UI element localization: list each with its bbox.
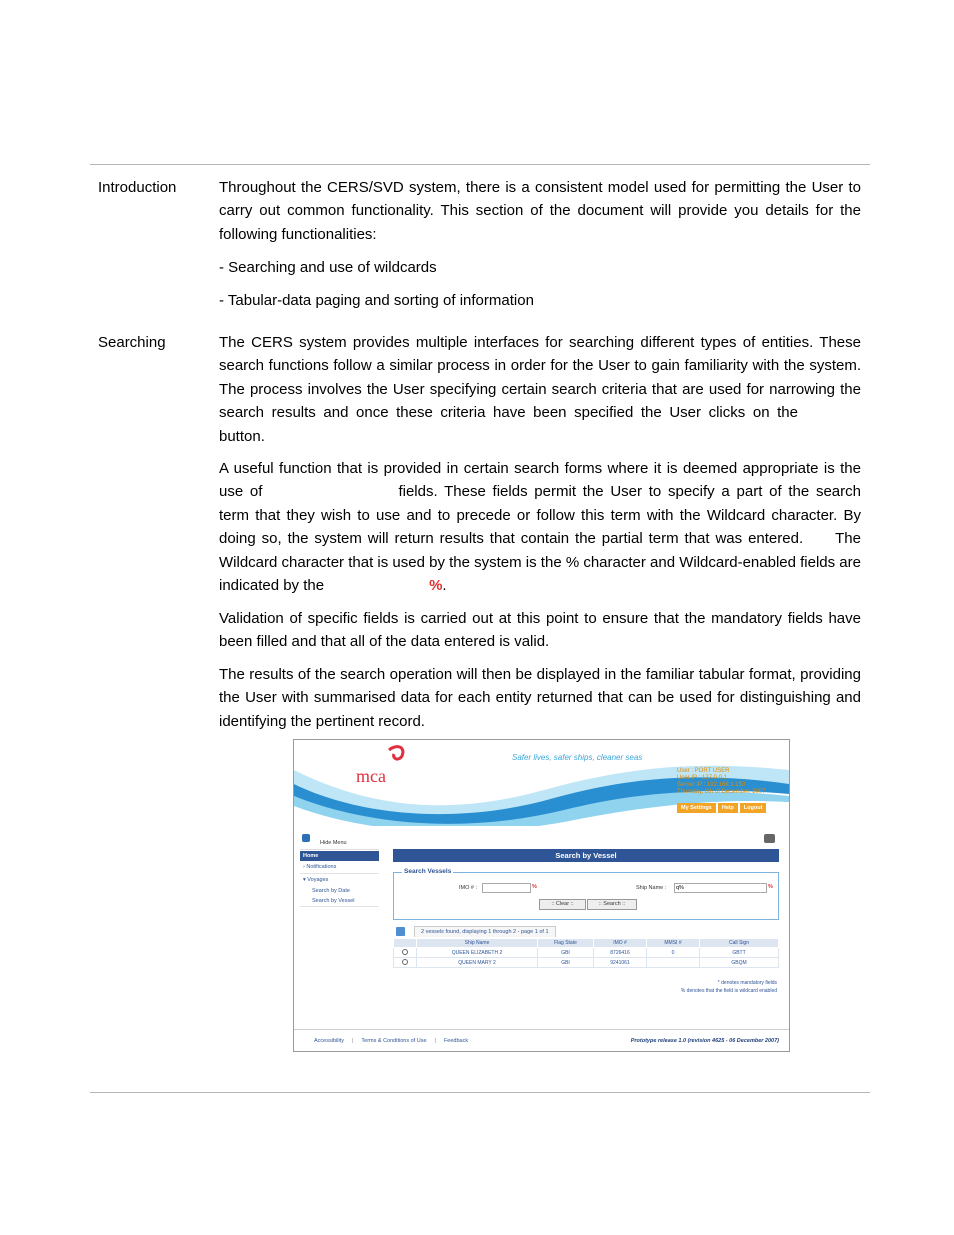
search-vessels-legend: Search Vessels: [404, 868, 452, 875]
footer-links: Accessibility | Terms & Conditions of Use | Feedback: [314, 1038, 469, 1044]
sidebar: [300, 832, 379, 907]
intro-bullet-paging: - Tabular-data paging and sorting of information: [219, 292, 534, 309]
hide-menu-label: Hide Menu: [320, 840, 347, 846]
intro-bullet-searching: - Searching and use of wildcards: [219, 259, 437, 276]
imo-cell: 9241061: [594, 958, 647, 968]
ship-name-label: Ship Name :: [636, 885, 667, 891]
search-button[interactable]: :: Search ::: [587, 899, 637, 910]
results-tab: [393, 926, 779, 938]
wildcard-intro-text: A useful function that is provided in certain search forms where it is deemed appropriate is the use of: [219, 460, 861, 501]
user-line: User : PORT USER: [677, 768, 730, 774]
searching-paragraph-1: [219, 331, 861, 448]
slogan: Safer lives, safer ships, cleaner seas: [512, 753, 643, 762]
column-header-call-sign[interactable]: Call Sign: [700, 939, 779, 948]
ship-name-input[interactable]: q%: [674, 883, 767, 893]
introduction-paragraph: Throughout the CERS/SVD system, there is a consistent model used for permitting the User to carry out common functionality. This section of the document will provide you details for the following functionalities:: [219, 179, 861, 243]
call-sign-cell: GBTT: [700, 948, 779, 958]
user-info: [677, 768, 766, 796]
terms-link[interactable]: Terms & Conditions of Use: [361, 1038, 427, 1044]
searching-paragraph-4: The results of the search operation will then be displayed in the familiar tabular format, providing the User with summarised data for each entity returned that can be used for distinguishing and identifying the pertinent record.: [219, 666, 861, 730]
imo-wildcard-icon: %: [532, 884, 537, 890]
my-settings-button[interactable]: My Settings: [677, 803, 716, 813]
mca-logo: mca: [356, 766, 386, 786]
results-grid-icon: [396, 927, 405, 936]
ship-name-cell: QUEEN MARY 2: [417, 958, 538, 968]
sidebar-item-home[interactable]: Home: [300, 851, 379, 861]
wildcard-explanation-text: fields. These fields permit the User to specify a part of the search term that they wish to use and to precede or follow this term with the Wildcard character. By doing so, the system will return results that contain the partial term that was entered.: [219, 483, 861, 548]
table-header-row: [394, 939, 779, 948]
searching-paragraph-1-text: The CERS system provides multiple interfaces for searching different types of entities. These search functions follow a similar process in order for the User to gain familiarity with the system. The process involves the User specifying certain search criteria that are used for narrowing the search results and once these criteria have been specified the User clicks on the: [219, 334, 861, 422]
results-table: [393, 938, 779, 968]
wildcard-percent-icon: %: [429, 577, 443, 595]
flag-state-cell: GBI: [538, 958, 594, 968]
mmsi-cell: [647, 958, 700, 968]
hide-menu-icon: [302, 834, 310, 842]
column-header-mmsi[interactable]: MMSI #: [647, 939, 700, 948]
help-button[interactable]: Help: [718, 803, 738, 813]
results-summary: 2 vessels found, displaying 1 through 2 - page 1 of 1: [414, 926, 556, 937]
hide-menu-button[interactable]: [300, 832, 379, 850]
introduction-label: Introduction: [98, 179, 177, 196]
bottom-rule: [90, 1092, 870, 1093]
release-info: Prototype release 1.0 (revision 4625 - 06 December 2007): [630, 1038, 779, 1044]
searching-label: Searching: [98, 334, 166, 351]
column-header: [394, 939, 417, 948]
sidebar-item-notifications[interactable]: › Notifications: [300, 861, 379, 874]
view-record-icon[interactable]: [394, 958, 417, 968]
sidebar-item-search-by-vessel[interactable]: Search by Vessel: [300, 896, 379, 907]
searching-paragraph-3: Validation of specific fields is carried out at this point to ensure that the mandatory fields have been filled and that all of the data entered is valid.: [219, 610, 861, 651]
mmsi-cell: 0: [647, 948, 700, 958]
date-line: Thursday, 6th of December, 2007: [677, 789, 766, 795]
header-banner: [294, 740, 789, 826]
footer: [294, 1029, 789, 1052]
call-sign-cell: GBQM: [700, 958, 779, 968]
sidebar-item-search-by-date[interactable]: Search by Date: [312, 888, 350, 894]
print-icon[interactable]: [764, 834, 775, 843]
user-ip-line: User IP : 127.0.0.1: [677, 775, 727, 781]
feedback-link[interactable]: Feedback: [443, 1038, 469, 1044]
imo-label: IMO # :: [459, 885, 478, 891]
ship-name-cell: QUEEN ELIZABETH 2: [417, 948, 538, 958]
table-row: [394, 958, 779, 968]
top-buttons: [677, 803, 766, 813]
table-row: [394, 948, 779, 958]
imo-cell: 8726416: [594, 948, 647, 958]
page-title: Search by Vessel: [393, 849, 779, 862]
wildcard-character-text: The Wildcard character that is used by the system is the % character and Wildcard-enabled fields are indicated by the: [219, 530, 861, 595]
imo-input[interactable]: [482, 883, 531, 893]
top-rule: [90, 164, 870, 165]
search-vessels-form: [393, 868, 779, 920]
search-by-vessel-screenshot: [293, 739, 790, 1052]
logout-button[interactable]: Logout: [740, 803, 767, 813]
accessibility-link[interactable]: Accessibility: [314, 1038, 344, 1044]
view-record-icon[interactable]: [394, 948, 417, 958]
flag-state-cell: GBI: [538, 948, 594, 958]
ship-name-wildcard-icon: %: [768, 884, 773, 890]
server-ip-line: Server IP : 192.168.1.150: [677, 782, 746, 788]
column-header-ship-name[interactable]: Ship Name: [417, 939, 538, 948]
clear-button[interactable]: :: Clear ::: [539, 899, 586, 910]
wildcard-note: % denotes that the field is wildcard enabled: [680, 988, 777, 994]
searching-paragraph-2: A useful function that is provided in certain search forms where it is deemed appropriate is the use of fields. These fields permit the User to specify a part of the search term that they wish to use and to precede or follow this term with the Wildcard character. By doing so, the system will return results that contain the partial term that was entered. The Wildcard character that is used by the system is the % character and Wildcard-enabled fields are indicated by the %.: [219, 460, 861, 595]
sidebar-item-voyages[interactable]: ▾ Voyages: [303, 877, 329, 883]
column-header-flag-state[interactable]: Flag State: [538, 939, 594, 948]
searching-paragraph-1-end: button.: [219, 427, 265, 445]
column-header-imo[interactable]: IMO #: [594, 939, 647, 948]
mandatory-note: * denotes mandatory fields: [717, 980, 777, 986]
